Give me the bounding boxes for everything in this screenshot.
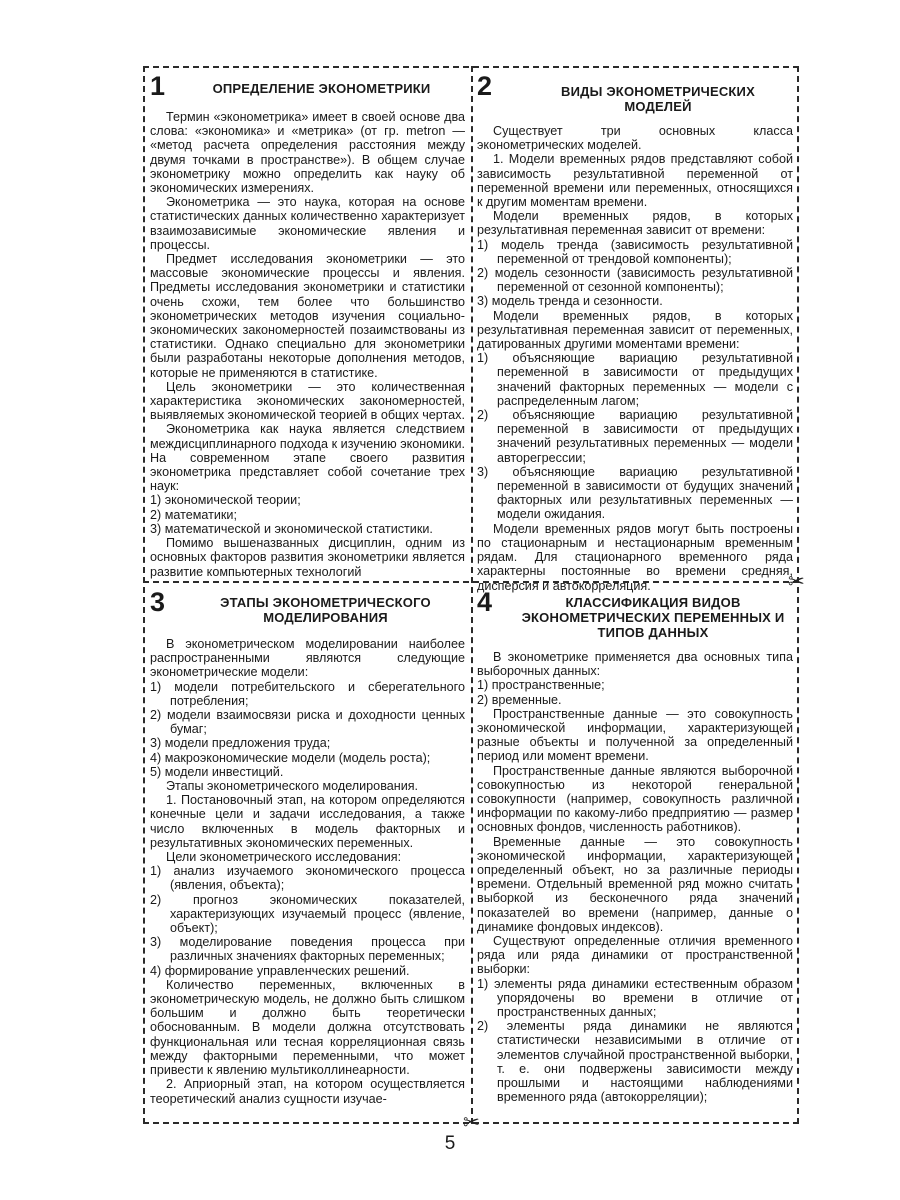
card-1 bbox=[150, 72, 465, 577]
paragraph: Пространственные данные являются выборочной совокупностью из некоторой генеральной совокупности (например, совокупность различной информации по какому-либо предприятию — размер основных фондов, численность работников). bbox=[477, 763, 793, 835]
card-body bbox=[150, 637, 465, 1106]
paragraph: Цели эконометрического исследования: bbox=[166, 850, 402, 865]
paragraph: 2. Априорный этап, на котором осуществляется теоретический анализ сущности изучае- bbox=[150, 1077, 465, 1106]
list-item: 3) модель тренда и сезонности. bbox=[477, 294, 663, 309]
list bbox=[477, 977, 793, 1105]
list-item: 1) экономической теории; bbox=[150, 493, 301, 508]
scissors-icon: ✂ bbox=[463, 1110, 480, 1134]
paragraph: Эконометрика — это наука, которая на основе статистических данных количественно характеризует взаимозависимые экономические явления и процессы. bbox=[150, 195, 465, 252]
list-item: 4) формирование управленческих решений. bbox=[150, 963, 410, 978]
paragraph: Временные данные — это совокупность экономической информации, характеризующей определенный объект, но за различные периоды времени. Отдельный временной ряд можно считать выборкой из бесконечного ряда значений показателей во времени (например, данные о динамике фондовых индексов). bbox=[477, 834, 793, 934]
list bbox=[477, 678, 793, 706]
paragraph: Предмет исследования эконометрики — это массовые экономические процессы и явления. Предметы исследования эконометрики и статистики очень схожи, тем более что большинство эконометрических методов изучения социально-экономических закономерностей позаимствованы из статистики. Однако специально для эконометрики были разработаны некоторые дополнения методов, которые не применяются в статистике. bbox=[150, 252, 465, 380]
list bbox=[150, 864, 465, 978]
card-title: ЭТАПЫ ЭКОНОМЕТРИЧЕСКОГО МОДЕЛИРОВАНИЯ bbox=[220, 595, 431, 625]
paragraph: Модели временных рядов могут быть построены по стационарным и нестационарным временным рядам. Для стационарного временного ряда характерны постоянные во времени средняя, дисперсия и автокорреляция. bbox=[477, 521, 793, 593]
card-body bbox=[477, 650, 793, 1105]
list-item: 3) моделирование поведения процесса при различных значениях факторных переменных; bbox=[150, 935, 465, 964]
paragraph: 1. Модели временных рядов представляют собой зависимость результативной переменной от переменной времени или переменных, относящихся к другим моментам времени. bbox=[477, 152, 793, 210]
list-item: 3) объясняющие вариацию результативной переменной в зависимости от будущих значений факторных или результативных переменных — модели ожидания. bbox=[477, 464, 793, 522]
card-number: 1 bbox=[150, 71, 166, 101]
paragraph: В эконометрическом моделировании наиболее распространенными являются следующие эконометрические модели: bbox=[150, 637, 465, 680]
list-item: 4) макроэкономические модели (модель роста); bbox=[150, 750, 431, 765]
list-item: 1) элементы ряда динамики естественным образом упорядочены во времени в отличие от пространственных данных; bbox=[477, 976, 793, 1020]
list-item: 2) математики; bbox=[150, 507, 237, 522]
card-title: КЛАССИФИКАЦИЯ ВИДОВ ЭКОНОМЕТРИЧЕСКИХ ПЕРЕМЕННЫХ И ТИПОВ ДАННЫХ bbox=[521, 595, 785, 640]
list bbox=[150, 493, 465, 536]
list bbox=[477, 238, 793, 309]
list-item: 2) временные. bbox=[477, 692, 562, 707]
paragraph: 1. Постановочный этап, на котором определяются конечные цели и задачи исследования, а также число включенных в модель факторных и результативных экономических переменных. bbox=[150, 793, 465, 850]
paragraph: Существует три основных класса эконометрических моделей. bbox=[477, 124, 793, 153]
card-number: 2 bbox=[477, 71, 493, 101]
list-item: 1) объясняющие вариацию результативной переменной в зависимости от предыдущих значений факторных переменных — модели с распределенным лагом; bbox=[477, 351, 793, 408]
paragraph: Этапы эконометрического моделирования. bbox=[166, 779, 419, 794]
paragraph: Количество переменных, включенных в эконометрическую модель, не должно быть слишком большим и должно быть теоретически обоснованным. В модели должна отсутствовать функциональная или тесная корреляционная связь между факторными переменными, что может привести к явлению мультиколлинеарности. bbox=[150, 977, 465, 1078]
list-item: 2) модель сезонности (зависимость результативной переменной от сезонной компоненты); bbox=[477, 266, 793, 295]
card-number: 3 bbox=[150, 587, 166, 617]
list-item: 5) модели инвестиций. bbox=[150, 764, 284, 779]
card-2 bbox=[477, 71, 793, 593]
paragraph: Пространственные данные — это совокупность экономической информации, характеризующей разные объекты и полученной за определенный период или момент времени. bbox=[477, 706, 793, 764]
list bbox=[150, 680, 465, 779]
list-item: 2) прогноз экономических показателей, характеризующих изучаемый процесс (явление, объект); bbox=[150, 892, 465, 936]
paragraph: Термин «эконометрика» имеет в своей основе два слова: «экономика» и «метрика» (от гр. metron — «метод расчета определения расстояния между двумя точками в пространстве»). В общем случае эконометрику можно определить как науку об экономических измерениях. bbox=[150, 110, 465, 196]
paragraph: Существуют определенные отличия временного ряда или ряда динамики от пространственной выборки: bbox=[477, 934, 793, 977]
paragraph: Помимо вышеназванных дисциплин, одним из основных факторов развития эконометрики является развитие компьютерных технологий bbox=[150, 536, 465, 579]
list-item: 2) модели взаимосвязи риска и доходности ценных бумаг; bbox=[150, 708, 465, 737]
paragraph: В эконометрике применяется два основных типа выборочных данных: bbox=[477, 650, 793, 679]
list-item: 1) модели потребительского и сберегательного потребления; bbox=[150, 679, 465, 708]
list bbox=[477, 351, 793, 521]
scissors-icon: ✂ bbox=[788, 569, 805, 593]
paragraph: Модели временных рядов, в которых результативная переменная зависит от переменных, датированных другими моментами времени: bbox=[477, 308, 793, 352]
paragraph: Эконометрика как наука является следствием междисциплинарного подхода к изучению экономики. На современном этапе своего развития эконометрика представляет собой сочетание трех наук: bbox=[150, 422, 465, 494]
list-item: 2) объясняющие вариацию результативной переменной в зависимости от предыдущих значений результативных переменных — модели авторегрессии; bbox=[477, 408, 793, 465]
list-item: 3) модели предложения труда; bbox=[150, 736, 331, 751]
list-item: 1) анализ изучаемого экономического процесса (явления, объекта); bbox=[150, 864, 465, 893]
list-item: 1) модель тренда (зависимость результативной переменной от трендовой компоненты); bbox=[477, 237, 793, 266]
card-number: 4 bbox=[477, 587, 493, 617]
paragraph: Цель эконометрики — это количественная характеристика экономических закономерностей, выявляемых экономической теорией в общих чертах. bbox=[150, 379, 465, 423]
vertical-cut-line bbox=[471, 66, 473, 1124]
card-4 bbox=[477, 588, 793, 1114]
card-title: ОПРЕДЕЛЕНИЕ ЭКОНОМЕТРИКИ bbox=[212, 81, 431, 96]
card-3 bbox=[150, 588, 465, 1114]
card-body bbox=[150, 110, 465, 579]
card-title: ВИДЫ ЭКОНОМЕТРИЧЕСКИХ МОДЕЛЕЙ bbox=[561, 84, 755, 114]
list-item: 3) математической и экономической статистики. bbox=[150, 521, 433, 536]
card-body bbox=[477, 124, 793, 593]
paragraph: Модели временных рядов, в которых результативная переменная зависит от времени: bbox=[477, 209, 793, 238]
list-item: 1) пространственные; bbox=[477, 678, 605, 693]
list-item: 2) элементы ряда динамики не являются статистически независимыми в отличие от элементов случайной пространственной выборки, т. е. они подвержены зависимости между прошлыми и настоящими наблюдениями временного ряда (автокорреляции); bbox=[477, 1019, 793, 1105]
page-number: 5 bbox=[444, 1133, 456, 1154]
